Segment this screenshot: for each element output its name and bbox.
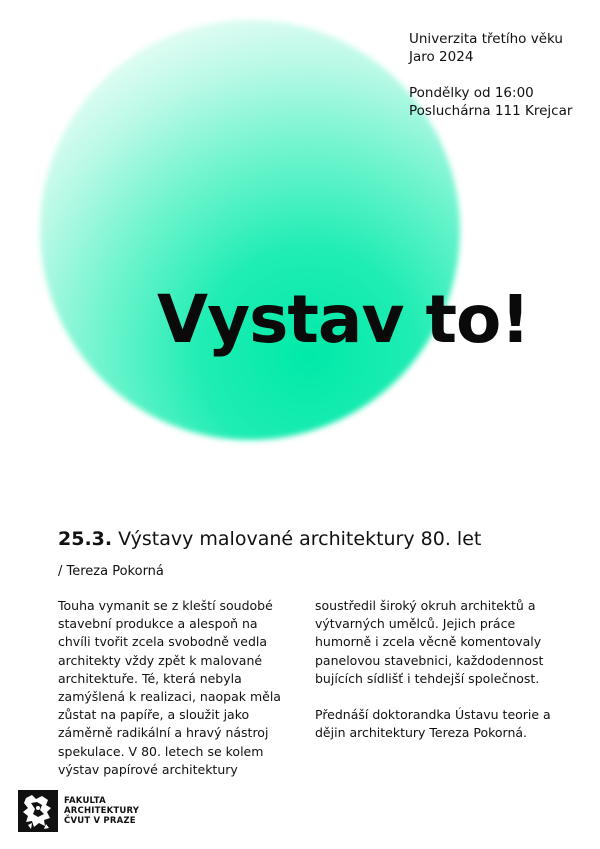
description-left-column (58, 597, 288, 779)
event-time: Pondělky od 16:00 (409, 85, 534, 101)
faculty-name-line-2: ARCHITEKTURY (64, 806, 140, 816)
event-semester: Jaro 2024 (409, 49, 474, 65)
lion-emblem-icon (18, 790, 58, 832)
event-location: Posluchárna 111 Krejcar (409, 103, 573, 119)
lecture-heading (58, 527, 481, 551)
description-paragraph-1: Touha vymanit se z kleští soudobé stavební produkce a alespoň na chvíli tvořit zcela svobodně vedla architekty vždy zpět k malované architektuře. Té, která nebyla zamýšlená k realizaci, naopak měla zůstat na papíře, a sloužit jako záměrně radikální a hravý nástroj spekulace. V 80. letech se kolem výstav papírové architektury (58, 598, 281, 777)
description-right-column (315, 597, 555, 742)
description-paragraph-2: soustředil široký okruh architektů a výtvarných umělců. Jejich práce humorně i zcela věcně komentovaly panelovou stavebnici, každodennost bujících sídlišť i tehdejší společnost. (315, 598, 544, 686)
event-program: Univerzita třetího věku (409, 31, 563, 47)
faculty-logo (18, 790, 139, 832)
lecture-date: 25.3. (58, 528, 113, 550)
poster-title: Vystav to! (157, 281, 530, 358)
event-info (409, 30, 572, 120)
faculty-name (64, 796, 139, 826)
green-gradient-orb (40, 20, 460, 440)
description-paragraph-3: Přednáší doktorandka Ústavu teorie a dějin architektury Tereza Pokorná. (315, 707, 551, 741)
lecture-name: Výstavy malované architektury 80. let (118, 528, 482, 550)
lecture-author: / Tereza Pokorná (58, 564, 164, 579)
faculty-name-line-1: FAKULTA (64, 796, 106, 806)
faculty-name-line-3: ČVUT V PRAZE (64, 816, 136, 826)
